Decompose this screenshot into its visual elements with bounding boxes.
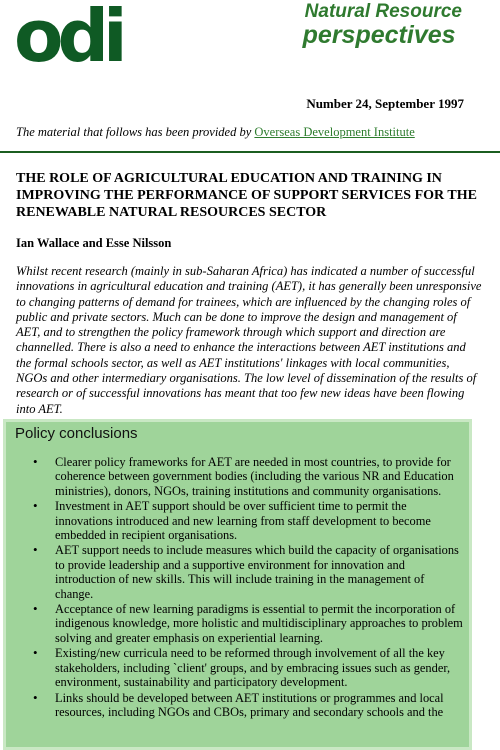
article-abstract: Whilst recent research (mainly in sub-Saharan Africa) has indicated a number of successful innovations in agricultural education and training (AET), it has generally been unresponsive to changing patterns of demand for trainees, which are influenced by the changing roles of public and private sectors. Much can be done to improve the design and management of AET, and to strengthen the policy framework through which support and direction are channelled. There is also a need to enhance the interactions between AET institutions and the formal schools sector, as well as AET institutions' linkages with local communities, NGOs and other intermediary organisations. The low level of dissemination of the results of research or of successful innovations has meant that too few new ideas have been flowing into AET. (16, 264, 482, 416)
header-divider (0, 151, 500, 153)
policy-item: • Investment in AET support should be over sufficient time to permit the innovations introduced and new learning from staff development to become embedded in recipient organisations. (55, 499, 465, 542)
policy-heading: Policy conclusions (15, 425, 138, 442)
policy-item: • Clearer policy frameworks for AET are needed in most countries, to provide for coherence between government bodies (including the various NR and Education ministries), donors, NGOs, training institutions and community organisations. (55, 455, 465, 498)
article-authors: Ian Wallace and Esse Nilsson (16, 236, 172, 250)
policy-item: • Acceptance of new learning paradigms is essential to permit the incorporation of indigenous knowledge, more holistic and multidisciplinary approaches to problem solving and greater emphasis on experiential learning. (55, 602, 465, 645)
policy-list (3, 455, 465, 720)
provided-by-prefix: The material that follows has been provided by (16, 125, 255, 139)
provided-by-line (16, 125, 415, 140)
odi-logo: odi (14, 0, 122, 78)
issue-number: Number 24, September 1997 (306, 96, 464, 111)
policy-item: • Existing/new curricula need to be reformed through involvement of all the key stakeholders, including `client' groups, and by embracing issues such as gender, environment, sustainability and participatory development. (55, 646, 465, 689)
brand-line-2: perspectives (302, 21, 456, 49)
policy-item: • AET support needs to include measures which build the capacity of organisations to provide leadership and a supportive environment for innovation and introduction of new skills. This will include training in the management of change. (55, 543, 465, 601)
brand-line-1: Natural Resource (304, 1, 462, 22)
odi-link[interactable]: Overseas Development Institute (254, 125, 415, 139)
article-title: THE ROLE OF AGRICULTURAL EDUCATION AND TRAINING IN IMPROVING THE PERFORMANCE OF SUPPORT SERVICES FOR THE RENEWABLE NATURAL RESOURCES SECTOR (16, 171, 477, 220)
policy-conclusions-box (3, 419, 472, 750)
policy-item: • Links should be developed between AET institutions or programmes and local resources, including NGOs and CBOs, primary and secondary schools and the (55, 691, 465, 720)
series-brand (302, 1, 462, 49)
